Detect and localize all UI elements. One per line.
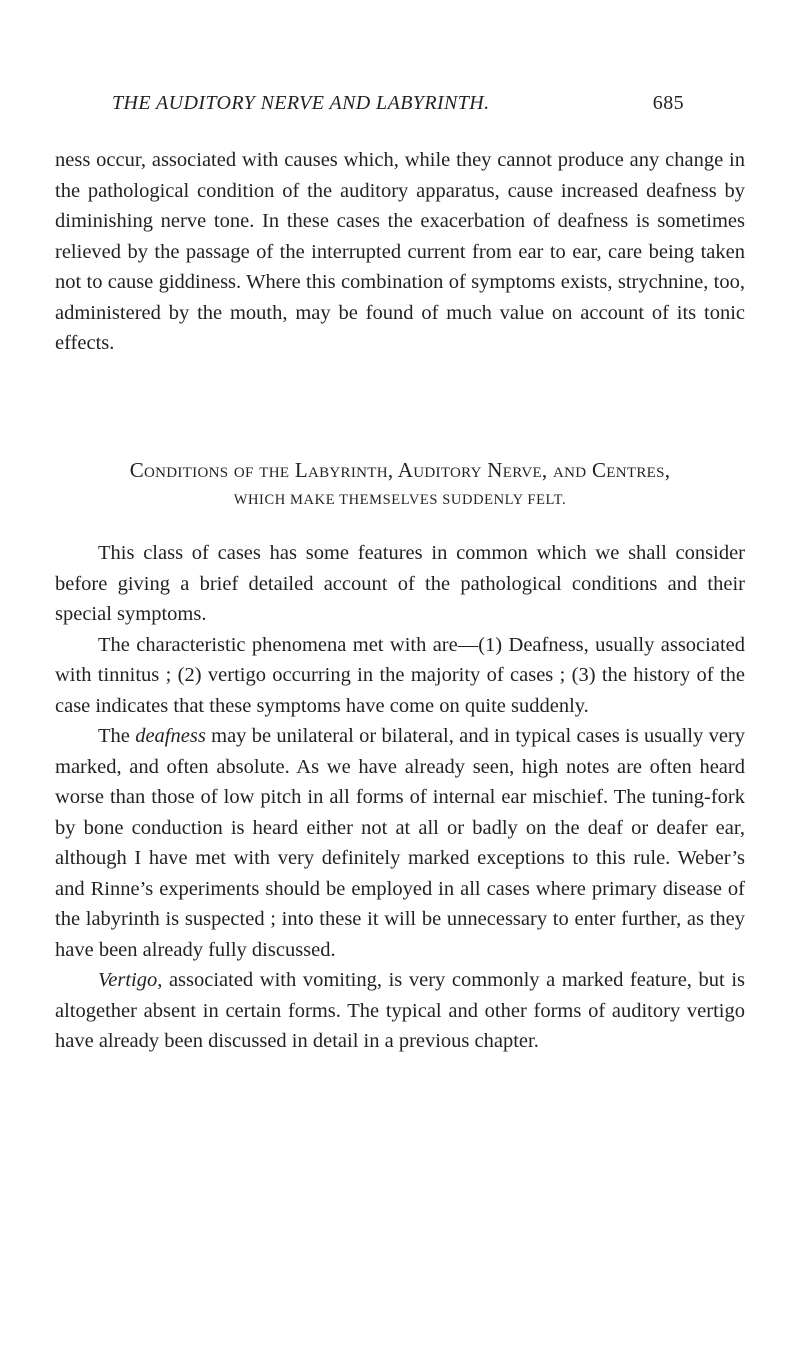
continued-paragraph: ness occur, associated with causes which, while they cannot produce any change in the pathological condition of the auditory apparatus, cause increased deafness by diminishing nerve tone. In these cases the exacerbation of deafness is sometimes relieved by the passage of the interrupted current from ear to ear, care being taken not to cause giddiness. Where this combination of symptoms exists, strychnine, too, administered by the mouth, may be found of much value on account of its tonic effects.: [55, 149, 745, 354]
paragraph-vertigo-text: , associated with vomiting, is very commonly a marked feature, but is altogether absent in certain forms. The typical and other forms of auditory vertigo have already been discussed in detail in a previous chapter.: [55, 969, 745, 1052]
section-heading-line2: WHICH MAKE THEMSELVES SUDDENLY FELT.: [233, 492, 567, 508]
term-deafness: deafness: [135, 725, 206, 747]
paragraph-deafness-text: may be unilateral or bilateral, and in typical cases is usually very marked, and often absolute. As we have already seen, high notes are often heard worse than those of low pitch in all forms of internal ear mischief. The tuning-fork by bone conduction is heard either not at all or badly on the deaf or deafer ear, although I have met with very definitely marked exceptions to this rule. Weber’s and Rinne’s experiments should be employed in all cases where primary disease of the labyrinth is suspected ; into these it will be unnecessary to enter further, as they have been already fully discussed.: [55, 725, 745, 961]
section-body: [55, 538, 745, 1057]
running-head: [112, 92, 684, 122]
term-vertigo: Vertigo: [98, 969, 158, 991]
paragraph-deafness: [55, 721, 745, 965]
paragraph-class-of-cases: This class of cases has some features in common which we shall consider before giving a brief detailed account of the pathological conditions and their special symptoms.: [55, 542, 745, 625]
continued-paragraph-block: [55, 145, 745, 359]
paragraph-characteristic-phenomena: The characteristic phenomena met with are—(1) Deafness, usually associated with tinnitus ; (2) vertigo occurring in the majority of cases ; (3) the history of the case indicates that these symptoms have come on quite suddenly.: [55, 633, 745, 717]
section-heading-line1: Conditions of the Labyrinth, Auditory Nerve, and Centres,: [129, 458, 671, 482]
running-head-title: THE AUDITORY NERVE AND LABYRINTH.: [112, 92, 490, 114]
paragraph-deafness-lead: The: [98, 725, 136, 747]
page-number: 685: [652, 92, 684, 114]
section-heading: [55, 455, 745, 513]
paragraph-vertigo: [55, 965, 745, 1057]
